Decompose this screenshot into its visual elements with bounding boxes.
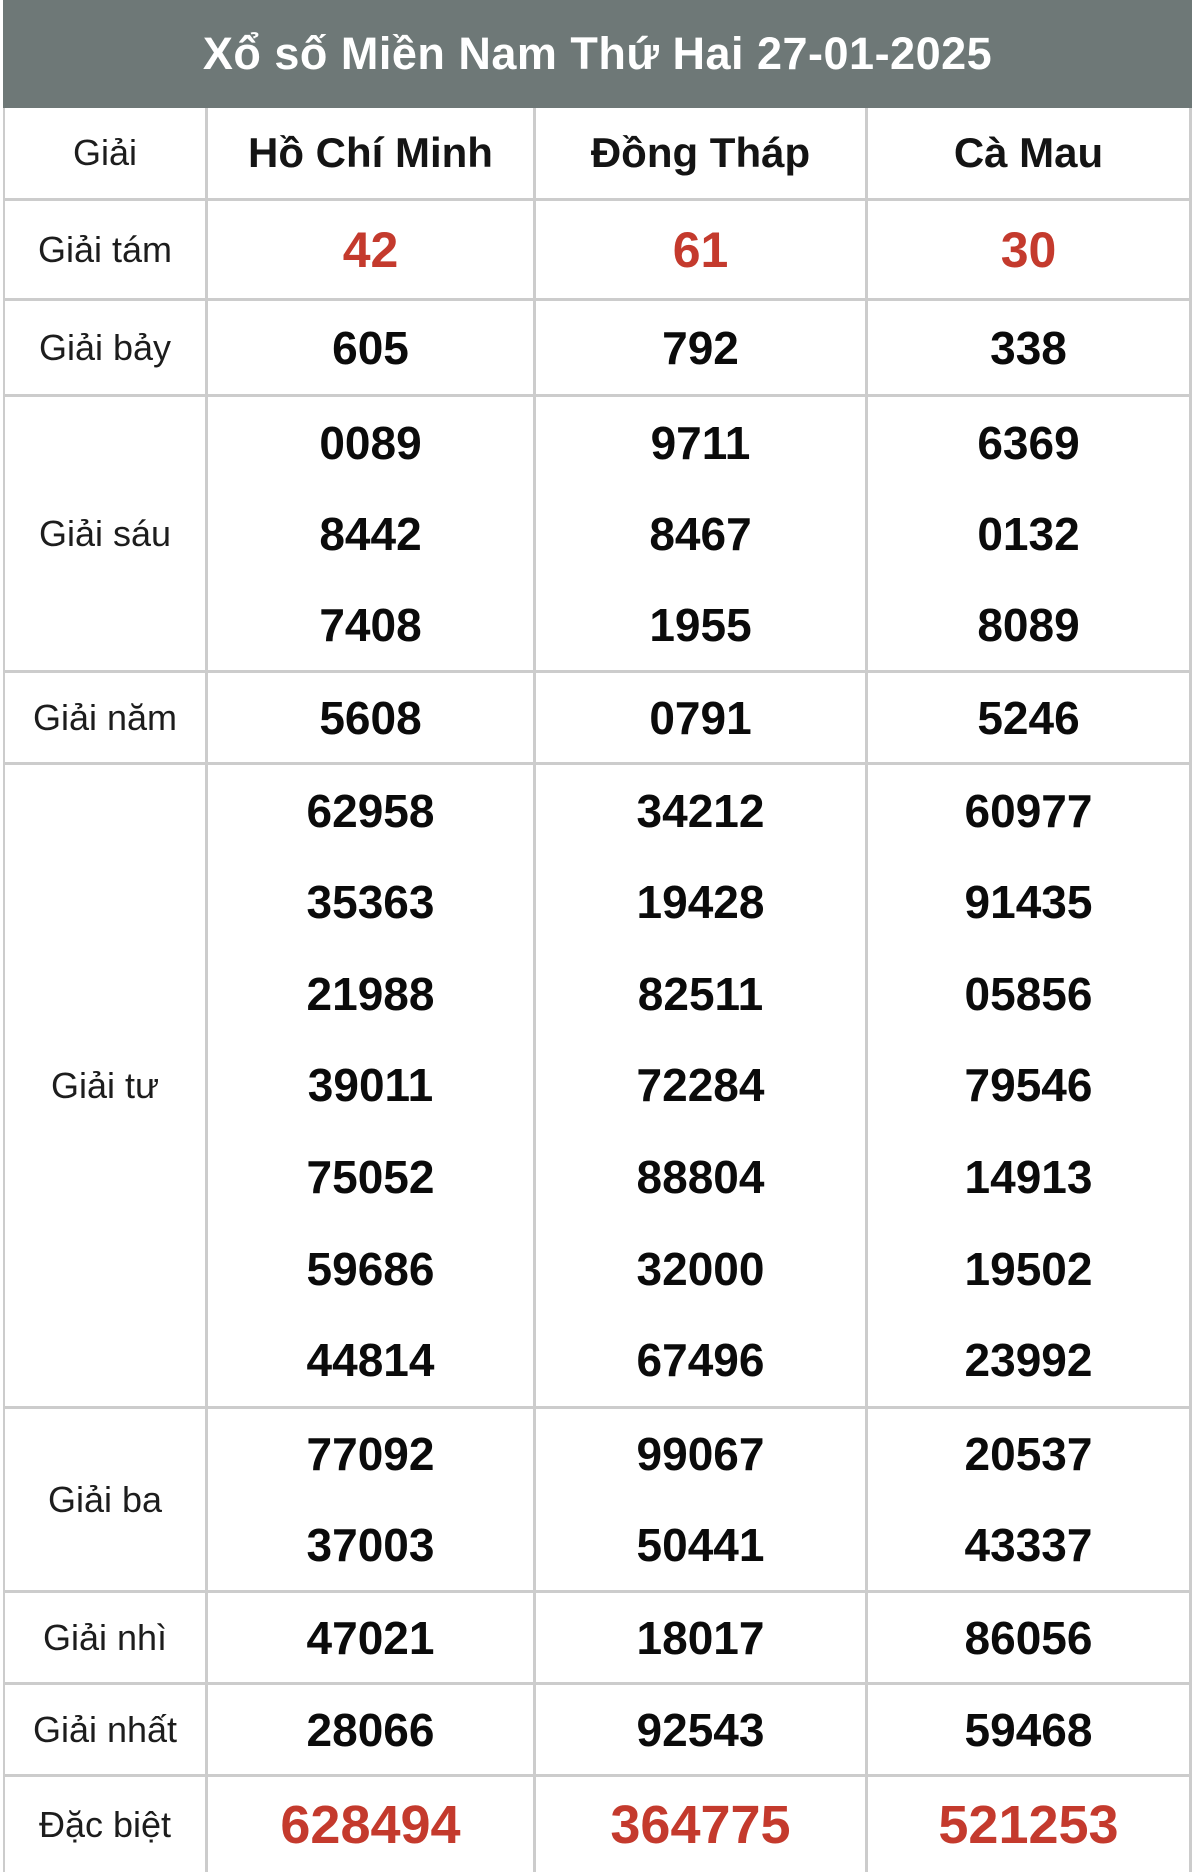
result-number: 50441 <box>636 1518 765 1571</box>
result-number: 605 <box>332 321 409 374</box>
prize-cell-cm <box>865 673 1189 762</box>
result-number: 62958 <box>306 784 435 837</box>
prize-cell-cm <box>865 1593 1189 1682</box>
prize-cell-hcm <box>205 201 533 298</box>
result-number: 82511 <box>637 967 764 1020</box>
result-number: 628494 <box>280 1794 461 1855</box>
result-number: 23992 <box>964 1334 1093 1387</box>
prize-label: Giải năm <box>5 673 205 762</box>
prize-cell-cm <box>865 1409 1189 1590</box>
prize-cell-dt <box>533 201 865 298</box>
row-giai-nhi <box>5 1590 1189 1682</box>
result-number: 5246 <box>977 691 1080 744</box>
result-number: 28066 <box>306 1703 435 1756</box>
prize-label: Giải tám <box>5 201 205 298</box>
results-table <box>3 108 1192 1872</box>
title-banner <box>3 0 1192 108</box>
result-number: 8089 <box>977 598 1080 651</box>
result-number: 0089 <box>319 416 422 469</box>
prize-cell-cm <box>865 201 1189 298</box>
row-dac-biet <box>5 1774 1189 1872</box>
result-number: 8442 <box>319 507 422 560</box>
result-number: 75052 <box>306 1151 435 1204</box>
result-number: 0791 <box>649 691 752 744</box>
row-giai-sau <box>5 394 1189 670</box>
result-number: 60977 <box>964 784 1093 837</box>
result-number: 364775 <box>610 1794 791 1855</box>
row-giai-nhat <box>5 1682 1189 1774</box>
prize-cell-cm <box>865 765 1189 1406</box>
prize-cell-hcm <box>205 1593 533 1682</box>
result-number: 91435 <box>964 876 1093 929</box>
result-number: 19502 <box>964 1242 1093 1295</box>
result-number: 88804 <box>636 1151 765 1204</box>
result-number: 9711 <box>650 416 751 469</box>
result-number: 0132 <box>977 507 1080 560</box>
result-number: 67496 <box>636 1334 765 1387</box>
province-header-ho-chi-minh: Hồ Chí Minh <box>205 108 533 198</box>
prize-label: Đặc biệt <box>5 1777 205 1872</box>
result-number: 72284 <box>636 1059 765 1112</box>
result-number: 1955 <box>649 598 752 651</box>
result-number: 37003 <box>306 1518 435 1571</box>
row-giai-nam <box>5 670 1189 762</box>
result-number: 792 <box>662 321 739 374</box>
prize-cell-hcm <box>205 1777 533 1872</box>
result-number: 86056 <box>964 1611 1093 1664</box>
prize-cell-dt <box>533 397 865 670</box>
result-number: 20537 <box>964 1428 1093 1481</box>
table-header-row <box>5 108 1189 198</box>
prize-cell-hcm <box>205 1685 533 1774</box>
prize-cell-dt <box>533 673 865 762</box>
prize-cell-hcm <box>205 765 533 1406</box>
result-number: 30 <box>1000 221 1057 278</box>
result-number: 43337 <box>964 1518 1093 1571</box>
prize-label: Giải tư <box>5 765 205 1406</box>
result-number: 21988 <box>306 967 435 1020</box>
row-giai-bay <box>5 298 1189 394</box>
prize-label: Giải sáu <box>5 397 205 670</box>
result-number: 32000 <box>636 1242 765 1295</box>
prize-cell-dt <box>533 1685 865 1774</box>
prize-cell-hcm <box>205 301 533 394</box>
result-number: 14913 <box>964 1151 1093 1204</box>
result-number: 61 <box>672 221 729 278</box>
prize-cell-hcm <box>205 397 533 670</box>
row-giai-tu <box>5 762 1189 1406</box>
prize-column-header: Giải <box>5 108 205 198</box>
result-number: 59468 <box>964 1703 1093 1756</box>
result-number: 79546 <box>964 1059 1093 1112</box>
row-giai-ba <box>5 1406 1189 1590</box>
prize-cell-cm <box>865 397 1189 670</box>
prize-label: Giải nhất <box>5 1685 205 1774</box>
result-number: 6369 <box>977 416 1080 469</box>
result-number: 47021 <box>306 1611 435 1664</box>
result-number: 99067 <box>636 1428 765 1481</box>
result-number: 5608 <box>319 691 422 744</box>
prize-label: Giải ba <box>5 1409 205 1590</box>
province-header-dong-thap: Đồng Tháp <box>533 108 865 198</box>
result-number: 7408 <box>319 598 422 651</box>
prize-cell-hcm <box>205 1409 533 1590</box>
result-number: 44814 <box>306 1334 435 1387</box>
result-number: 05856 <box>964 967 1093 1020</box>
result-number: 19428 <box>636 876 765 929</box>
result-number: 42 <box>342 221 399 278</box>
prize-cell-dt <box>533 1593 865 1682</box>
result-number: 39011 <box>307 1059 434 1112</box>
prize-cell-dt <box>533 1409 865 1590</box>
row-giai-tam <box>5 198 1189 298</box>
result-number: 34212 <box>636 784 765 837</box>
result-number: 338 <box>990 321 1067 374</box>
result-number: 59686 <box>306 1242 435 1295</box>
prize-label: Giải bảy <box>5 301 205 394</box>
page-title: Xổ số Miền Nam Thứ Hai 27-01-2025 <box>202 28 993 79</box>
result-number: 35363 <box>306 876 435 929</box>
prize-cell-cm <box>865 1685 1189 1774</box>
prize-cell-cm <box>865 301 1189 394</box>
result-number: 92543 <box>636 1703 765 1756</box>
prize-cell-dt <box>533 301 865 394</box>
result-number: 8467 <box>649 507 752 560</box>
prize-cell-cm <box>865 1777 1189 1872</box>
prize-cell-hcm <box>205 673 533 762</box>
result-number: 77092 <box>306 1428 435 1481</box>
prize-cell-dt <box>533 1777 865 1872</box>
prize-label: Giải nhì <box>5 1593 205 1682</box>
prize-cell-dt <box>533 765 865 1406</box>
province-header-ca-mau: Cà Mau <box>865 108 1189 198</box>
result-number: 521253 <box>938 1794 1119 1855</box>
result-number: 18017 <box>636 1611 765 1664</box>
